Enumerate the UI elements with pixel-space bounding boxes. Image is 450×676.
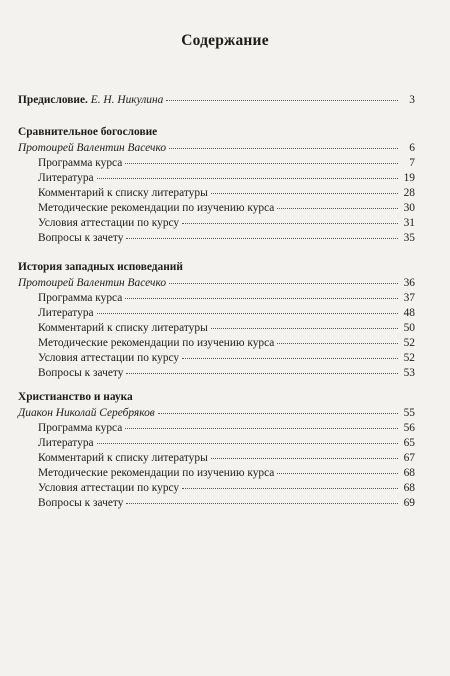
author-name: Протоирей Валентин Васечко [18,142,167,154]
dot-leader [126,363,398,374]
page-number: 28 [403,187,415,199]
page-number: 52 [403,337,415,349]
dot-leader [277,198,398,209]
entry-label: Методические рекомендации по изучению курса [38,467,275,479]
page-number: 55 [403,407,415,419]
entry-label: Условия аттестации по курсу [38,482,180,494]
entry-label: Условия аттестации по курсу [38,352,180,364]
entry-label: Литература [38,172,94,184]
page-number: 53 [403,367,415,379]
page-number: 30 [403,202,415,214]
dot-leader [126,493,398,504]
preface-author: Е. Н. Никулина [90,94,164,106]
dot-leader [169,273,398,284]
page-number: 6 [409,142,415,154]
dot-leader [277,463,398,474]
dot-leader [97,168,398,179]
page-number: 3 [409,94,415,106]
section-heading: Христианство и наука [18,391,133,403]
page-number: 37 [403,292,415,304]
dot-leader [158,403,398,414]
dot-leader [125,288,398,299]
page-number: 31 [403,217,415,229]
section-heading: История западных исповеданий [18,261,183,273]
page-number: 19 [403,172,415,184]
entry-label: Вопросы к зачету [38,232,124,244]
page-number: 68 [403,467,415,479]
page-number: 65 [403,437,415,449]
entry-label: Методические рекомендации по изучению курса [38,337,275,349]
author-name: Диакон Николай Серебряков [18,407,155,419]
entry-label: Программа курса [38,422,123,434]
toc-entry[interactable] [38,230,415,245]
dot-leader [166,90,398,101]
dot-leader [169,138,398,149]
dot-leader [211,448,398,459]
dot-leader [126,228,398,239]
entry-label: Вопросы к зачету [38,367,124,379]
page-number: 56 [403,422,415,434]
author-name: Протоирей Валентин Васечко [18,277,167,289]
preface-label: Предисловие. [18,94,88,106]
page-number: 69 [403,497,415,509]
toc-entry[interactable] [38,365,415,380]
page-number: 7 [409,157,415,169]
dot-leader [97,433,398,444]
entry-label: Программа курса [38,157,123,169]
entry-label: Комментарий к списку литературы [38,187,208,199]
entry-label: Литература [38,307,94,319]
toc-entry[interactable] [38,495,415,510]
dot-leader [182,478,398,489]
page-number: 68 [403,482,415,494]
dot-leader [211,318,398,329]
entry-label: Программа курса [38,292,123,304]
page-title: Содержание [181,32,269,49]
entry-label: Условия аттестации по курсу [38,217,180,229]
entry-label: Комментарий к списку литературы [38,322,208,334]
dot-leader [182,348,398,359]
entry-label: Вопросы к зачету [38,497,124,509]
page-number: 52 [403,352,415,364]
section-heading: Сравнительное богословие [18,126,158,138]
entry-label: Литература [38,437,94,449]
dot-leader [277,333,398,344]
entry-label: Комментарий к списку литературы [38,452,208,464]
page-number: 36 [403,277,415,289]
dot-leader [125,418,398,429]
page-number: 35 [403,232,415,244]
toc-entry-preface[interactable] [18,92,415,107]
dot-leader [211,183,398,194]
page-number: 50 [403,322,415,334]
entry-label: Методические рекомендации по изучению курса [38,202,275,214]
dot-leader [125,153,398,164]
dot-leader [97,303,398,314]
page-number: 67 [403,452,415,464]
page-number: 48 [403,307,415,319]
dot-leader [182,213,398,224]
